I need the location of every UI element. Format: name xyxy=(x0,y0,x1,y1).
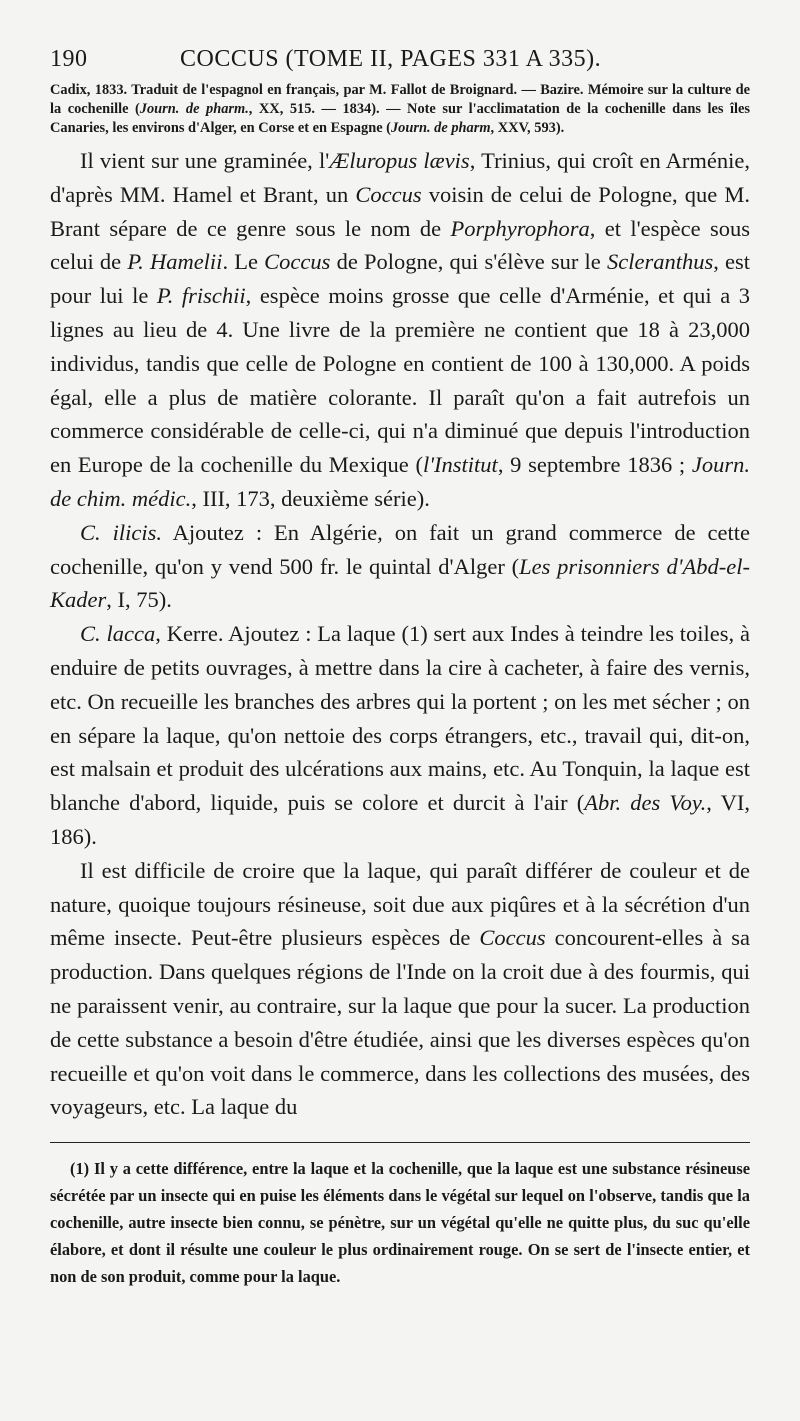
page-header xyxy=(50,46,750,73)
book-page xyxy=(50,46,750,1290)
bibliography-references xyxy=(50,81,750,138)
paragraph-c-lacca: C. lacca, Kerre. Ajoutez : La laque (1) sert aux Indes à teindre les toiles, à enduire de petits ouvrages, à mettre dans la cire à cacheter, à faire des vernis, etc. On recueille les branches des arbres qui la portent ; on les met sécher ; on en sépare la laque, qu'on nettoie des corps étrangers, etc., travail qui, dit-on, est malsain et produit des ulcérations aux mains, etc. Au Tonquin, la laque est blanche d'abord, liquide, puis se colore et durcit à l'air (Abr. des Voy., VI, 186). xyxy=(50,621,751,849)
paragraph-c-ilicis: C. ilicis. Ajoutez : En Algérie, on fait un grand commerce de cette cochenille, qu'on y vend 500 fr. le quintal d'Alger (Les prisonniers d'Abd-el-Kader, I, 75). xyxy=(50,519,750,613)
paragraph-laque-origin: Il est difficile de croire que la laque, qui paraît différer de couleur et de nature, quoique toujours résineuse, soit due aux piqûres et à la sécrétion d'un même insecte. Peut-être plusieurs espèces de Coccus concourent-elles à sa production. Dans quelques régions de l'Inde on la croit due à des fourmis, qui ne paraissent venir, au contraire, sur la laque que pour la sucer. La production de cette substance a besoin d'être étudiée, ainsi que les diverses espèces qu'on recueille et qu'on voit dans le commerce, dans les collections des musées, des voyageurs, etc. La laque du xyxy=(50,857,750,1120)
main-text xyxy=(50,144,750,1124)
footnote-divider xyxy=(50,1142,750,1143)
footnote xyxy=(50,1155,750,1290)
footnote-text: (1) Il y a cette différence, entre la laque et la cochenille, que la laque est une substance résineuse sécrétée par un insecte qui en puise les éléments dans le végétal sur lequel on l'observe, tandis que la cochenille, autre insecte bien connu, se pénètre, sur un végétal qu'elle ne quitte plus, du suc qu'elle élabore, et dont il résulte une couleur le plus ordinairement rouge. On se sert de l'insecte entier, et non de son produit, comme pour la laque. xyxy=(50,1159,750,1287)
running-title: COCCUS (TOME II, PAGES 331 A 335). xyxy=(180,46,602,72)
paragraph-aeluropus: Il vient sur une graminée, l'Æluropus lævis, Trinius, qui croît en Arménie, d'après MM. Hamel et Brant, un Coccus voisin de celui de Pologne, que M. Brant sépare de ce genre sous le nom de Porphyrophora, et l'espèce sous celui de P. Hamelii. Le Coccus de Pologne, qui s'élève sur le Scleranthus, est pour lui le P. frischii, espèce moins grosse que celle d'Arménie, et qui a 3 lignes au lieu de 4. Une livre de la première ne contient que 18 à 23,000 individus, tandis que celle de Pologne en contient de 100 à 130,000. A poids égal, elle a plus de matière colorante. Il paraît qu'on a fait autrefois un commerce considérable de celle-ci, qui n'a diminué que depuis l'introduction en Europe de la cochenille du Mexique (l'Institut, 9 septembre 1836 ; Journ. de chim. médic., III, 173, deuxième série). xyxy=(50,148,751,511)
reference-paragraph: Cadix, 1833. Traduit de l'espagnol en français, par M. Fallot de Broignard. — Bazire. Mémoire sur la culture de la cochenille (Journ. de pharm., XX, 515. — 1834). — Note sur l'acclimatation de la cochenille dans les îles Canaries, les environs d'Alger, en Corse et en Espagne (Journ. de pharm, XXV, 593). xyxy=(50,82,750,136)
page-number: 190 xyxy=(50,46,88,72)
